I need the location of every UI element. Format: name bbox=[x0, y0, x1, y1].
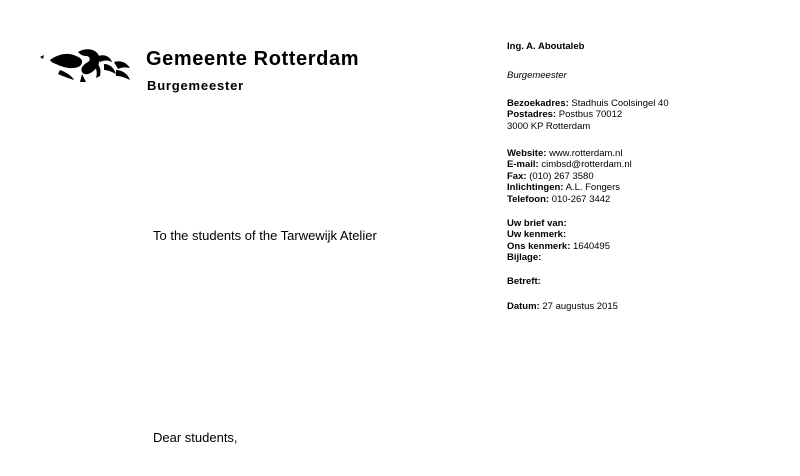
visit-address-value: Stadhuis Coolsingel 40 bbox=[571, 98, 669, 109]
phone-label: Telefoon: bbox=[507, 193, 550, 205]
references-block bbox=[507, 218, 610, 264]
contact-block bbox=[507, 148, 632, 205]
visit-address-line bbox=[507, 98, 669, 109]
our-reference-value: 1640495 bbox=[573, 240, 610, 252]
sender-name bbox=[507, 41, 584, 52]
date-label: Datum: bbox=[507, 301, 540, 312]
letter-salutation: Dear students, bbox=[153, 430, 238, 445]
postal-address-value: Postbus 70012 bbox=[558, 109, 623, 121]
fax-value: (010) 267 3580 bbox=[529, 170, 594, 182]
phone-value: 010-267 3442 bbox=[551, 193, 611, 205]
organization-department: Burgemeester bbox=[147, 78, 245, 93]
sender-role-text: Burgemeester bbox=[507, 70, 567, 81]
website-value[interactable]: www.rotterdam.nl bbox=[549, 148, 623, 159]
subject-line bbox=[507, 276, 541, 287]
your-letter-label: Uw brief van: bbox=[507, 218, 567, 229]
email-label: E-mail: bbox=[507, 159, 539, 171]
website-line bbox=[507, 148, 632, 159]
sender-role bbox=[507, 70, 567, 81]
fax-label: Fax: bbox=[507, 170, 527, 182]
postal-city: 3000 KP Rotterdam bbox=[507, 120, 591, 132]
email-line bbox=[507, 159, 632, 170]
gemeente-rotterdam-logo bbox=[38, 44, 138, 84]
sender-name-text: Ing. A. Aboutaleb bbox=[507, 41, 585, 52]
attachment-label: Bijlage: bbox=[507, 252, 542, 264]
info-value: A.L. Fongers bbox=[565, 182, 620, 194]
your-reference-label: Uw kenmerk: bbox=[507, 229, 567, 241]
phone-line bbox=[507, 194, 632, 205]
organization-name: Gemeente Rotterdam bbox=[146, 48, 360, 70]
website-label: Website: bbox=[507, 148, 547, 159]
info-line bbox=[507, 182, 632, 193]
fax-line bbox=[507, 171, 632, 182]
address-block bbox=[507, 98, 669, 132]
postal-address-line bbox=[507, 109, 669, 120]
subject-label: Betreft: bbox=[507, 276, 541, 287]
email-value[interactable]: cimbsd@rotterdam.nl bbox=[541, 159, 632, 171]
our-reference-line bbox=[507, 241, 610, 252]
letter-addressee: To the students of the Tarwewijk Atelier bbox=[153, 228, 377, 243]
postal-address-label: Postadres: bbox=[507, 109, 557, 121]
info-label: Inlichtingen: bbox=[507, 182, 564, 194]
date-line bbox=[507, 301, 618, 312]
our-reference-label: Ons kenmerk: bbox=[507, 240, 571, 252]
date-value: 27 augustus 2015 bbox=[542, 301, 618, 312]
visit-address-label: Bezoekadres: bbox=[507, 98, 569, 109]
